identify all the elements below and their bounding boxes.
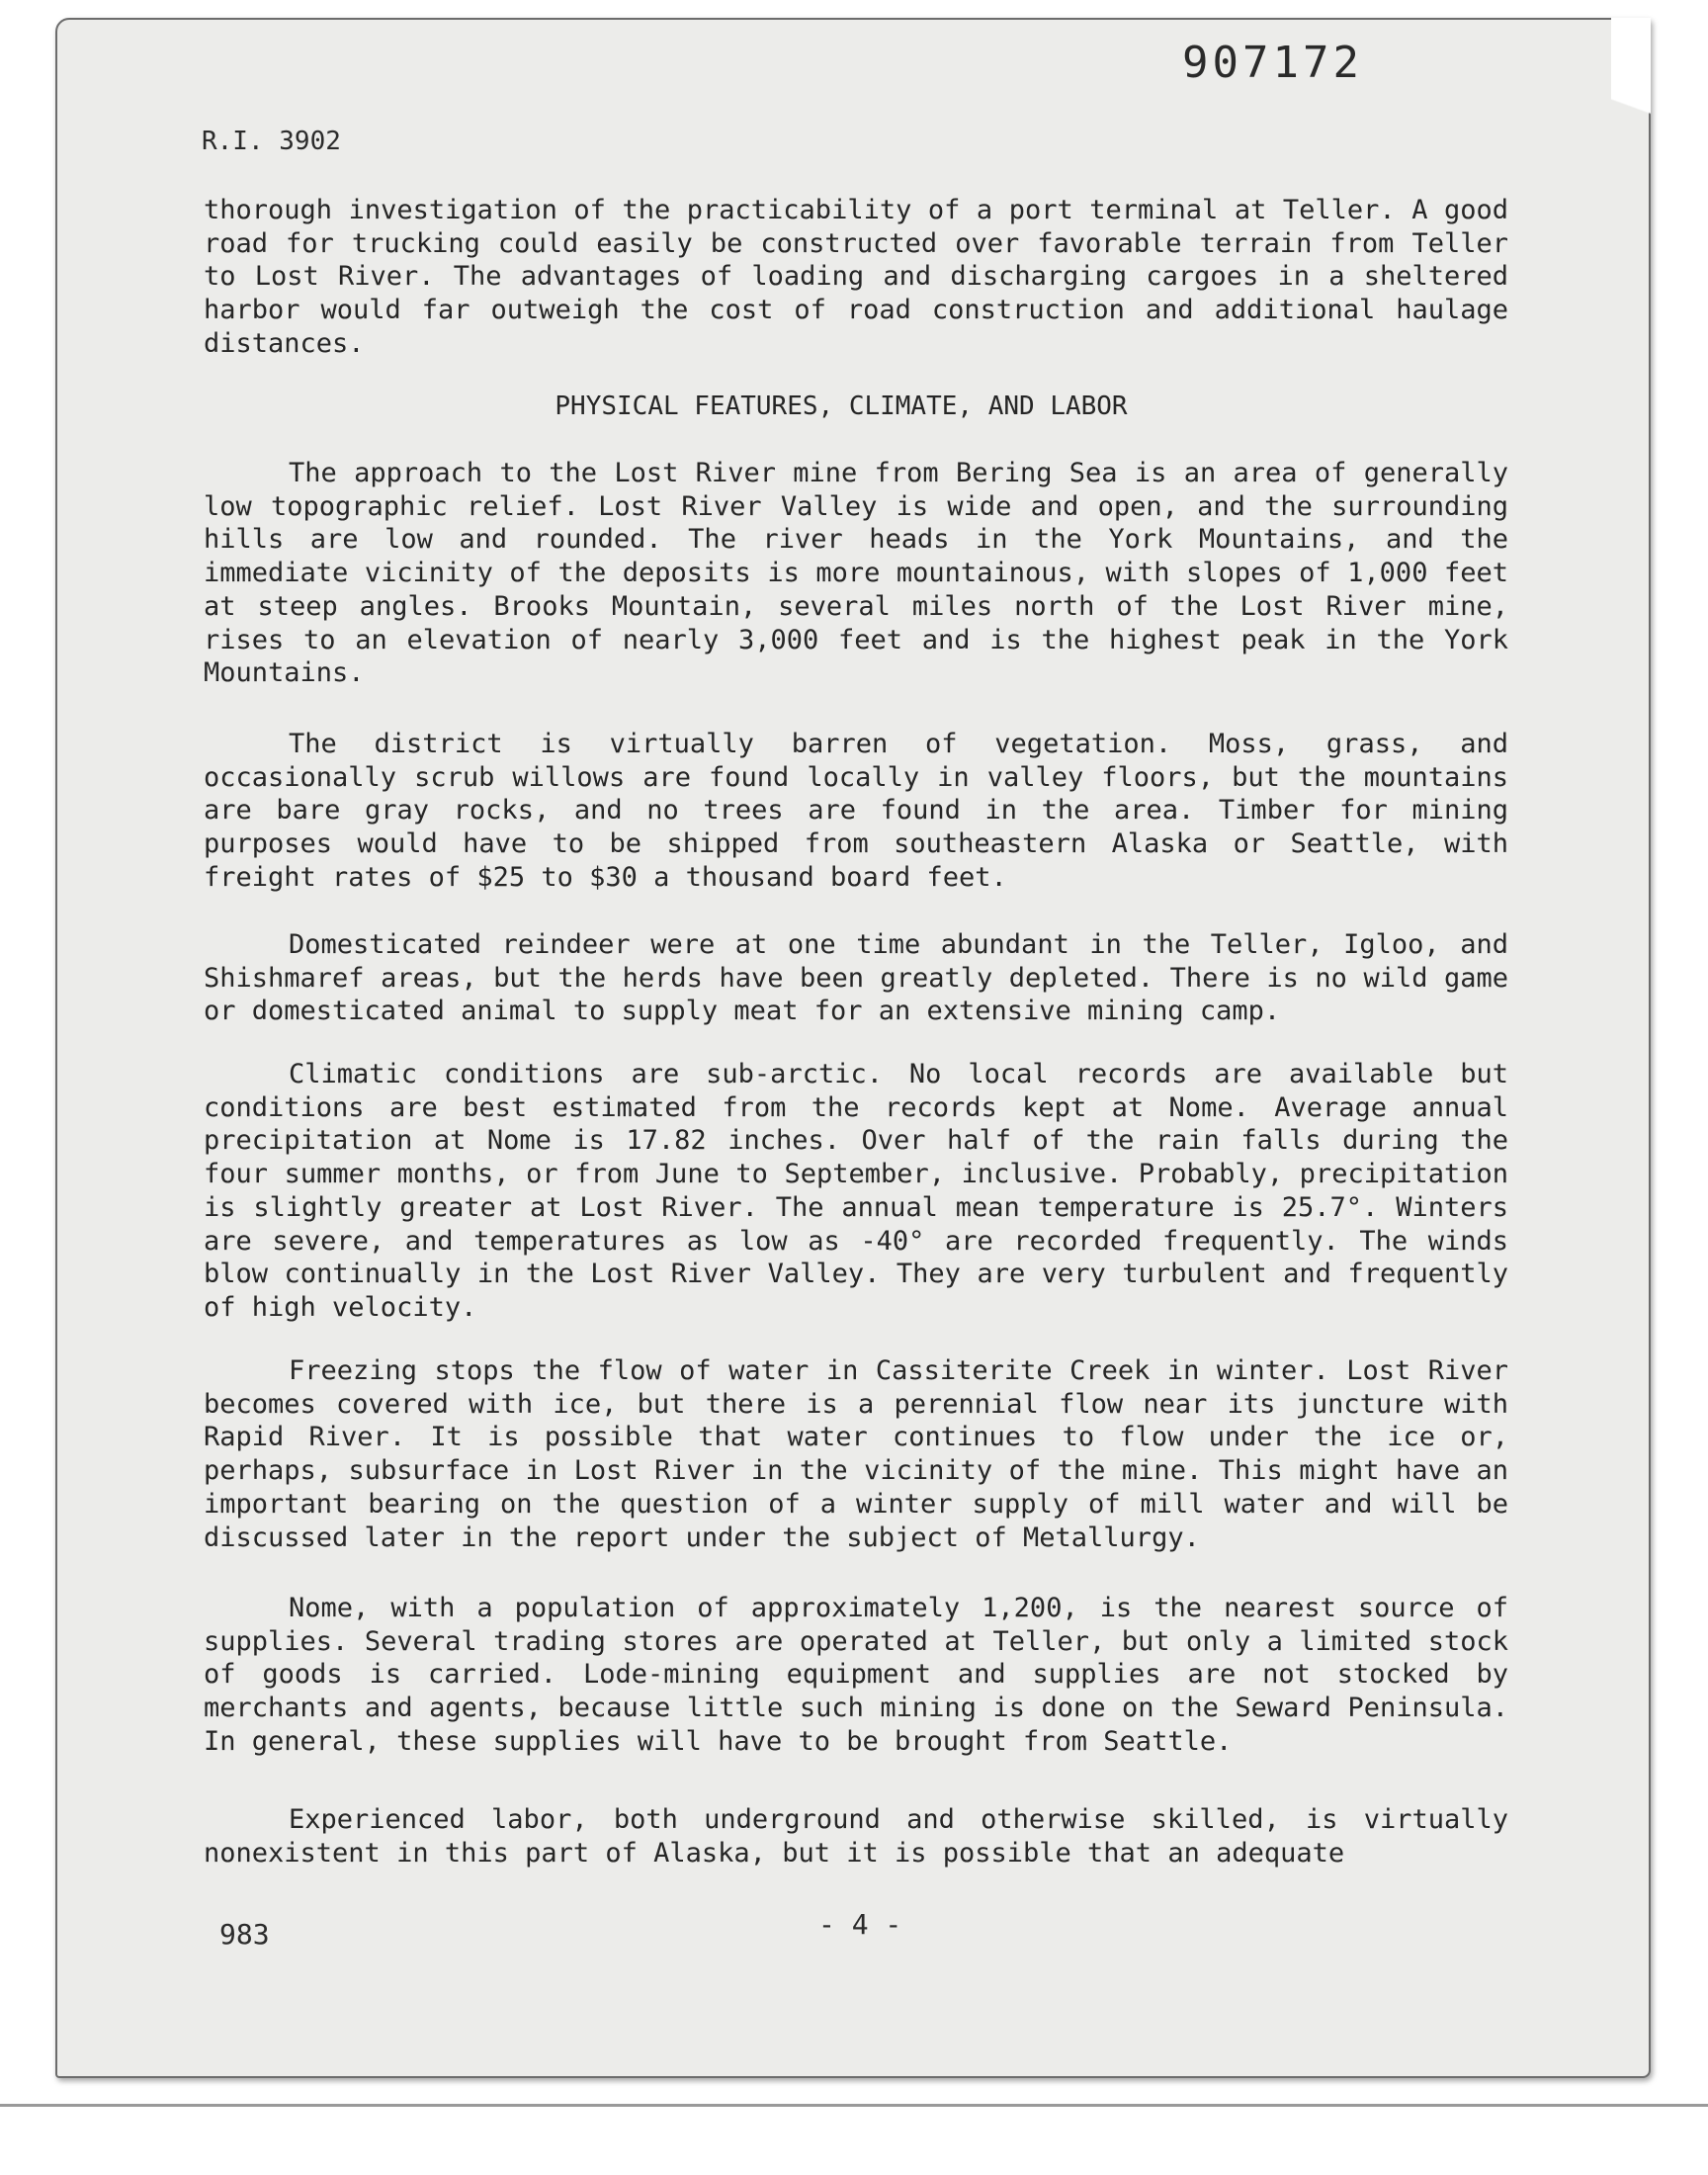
report-id: R.I. 3902 bbox=[202, 127, 341, 156]
footer-number: 983 bbox=[219, 1918, 270, 1951]
intro-paragraph bbox=[204, 194, 1508, 361]
paragraph-text: Freezing stops the flow of water in Cassiterite Creek in winter. Lost River becomes covered with ice, but there is a perennial flow near its juncture with Rapid River. It is possible that water continues to flow under the ice or, perhaps, subsurface in Lost River in the vicinity of the mine. This might have an important bearing on the question of a winter supply of mill water and will be discussed later in the report under the subject of Metallurgy. bbox=[204, 1355, 1508, 1553]
paragraph-climate bbox=[204, 1058, 1508, 1325]
paragraph-supplies bbox=[204, 1592, 1508, 1759]
paragraph-text: Domesticated reindeer were at one time abundant in the Teller, Igloo, and Shishmaref areas, but the herds have been greatly depleted. There is no wild game or domesticated animal to supply meat for an extensive mining camp. bbox=[204, 929, 1508, 1027]
paragraph-text: Climatic conditions are sub-arctic. No local records are available but conditions are best estimated from the records kept at Nome. Average annual precipitation at Nome is 17.82 inches. Over half of the rain falls during the four summer months, or from June to September, inclusive. Probably, precipitation is slightly greater at Lost River. The annual mean temperature is 25.7°. Winters are severe, and temperatures as low as -40° are recorded frequently. The winds blow continually in the Lost River Valley. They are very turbulent and frequently of high velocity. bbox=[204, 1059, 1508, 1323]
paragraph-text: The approach to the Lost River mine from Bering Sea is an area of generally low topographic relief. Lost River Valley is wide and open, and the surrounding hills are low and rounded. The river heads in the York Mountains, and the immediate vicinity of the deposits is more mountainous, with slopes of 1,000 feet at steep angles. Brooks Mountain, several miles north of the Lost River mine, rises to an elevation of nearly 3,000 feet and is the highest peak in the York Mountains. bbox=[204, 458, 1508, 689]
paragraph-labor bbox=[204, 1803, 1508, 1870]
document-number: 907172 bbox=[1182, 38, 1363, 88]
paragraph-text: Nome, with a population of approximately 1,200, is the nearest source of supplies. Several trading stores are operated at Teller, but only a limited stock of goods is carried. Lode-mining equipment and supplies are not stocked by merchants and agents, because little such mining is done on the Seward Peninsula. In general, these supplies will have to be brought from Seattle. bbox=[204, 1593, 1508, 1757]
paragraph-text: thorough investigation of the practicability of a port terminal at Teller. A good road for trucking could easily be constructed over favorable terrain from Teller to Lost River. The advantages of loading and discharging cargoes in a sheltered harbor would far outweigh the cost of road construction and additional haulage distances. bbox=[204, 195, 1508, 359]
paragraph-topography bbox=[204, 457, 1508, 690]
paragraph-vegetation bbox=[204, 728, 1508, 895]
section-heading: PHYSICAL FEATURES, CLIMATE, AND LABOR bbox=[555, 392, 1128, 421]
paragraph-text: The district is virtually barren of vegetation. Moss, grass, and occasionally scrub willows are found locally in valley floors, but the mountains are bare gray rocks, and no trees are found in the area. Timber for mining purposes would have to be shipped from southeastern Alaska or Seattle, with freight rates of $25 to $30 a thousand board feet. bbox=[204, 729, 1508, 893]
paragraph-water bbox=[204, 1354, 1508, 1554]
paragraph-text: Experienced labor, both underground and otherwise skilled, is virtually nonexistent in this part of Alaska, but it is possible that an adequate bbox=[204, 1804, 1508, 1869]
page-fold-corner bbox=[1611, 18, 1651, 176]
page-number: - 4 - bbox=[818, 1908, 902, 1941]
paragraph-reindeer bbox=[204, 928, 1508, 1028]
scan-bottom-rule bbox=[0, 2104, 1708, 2107]
